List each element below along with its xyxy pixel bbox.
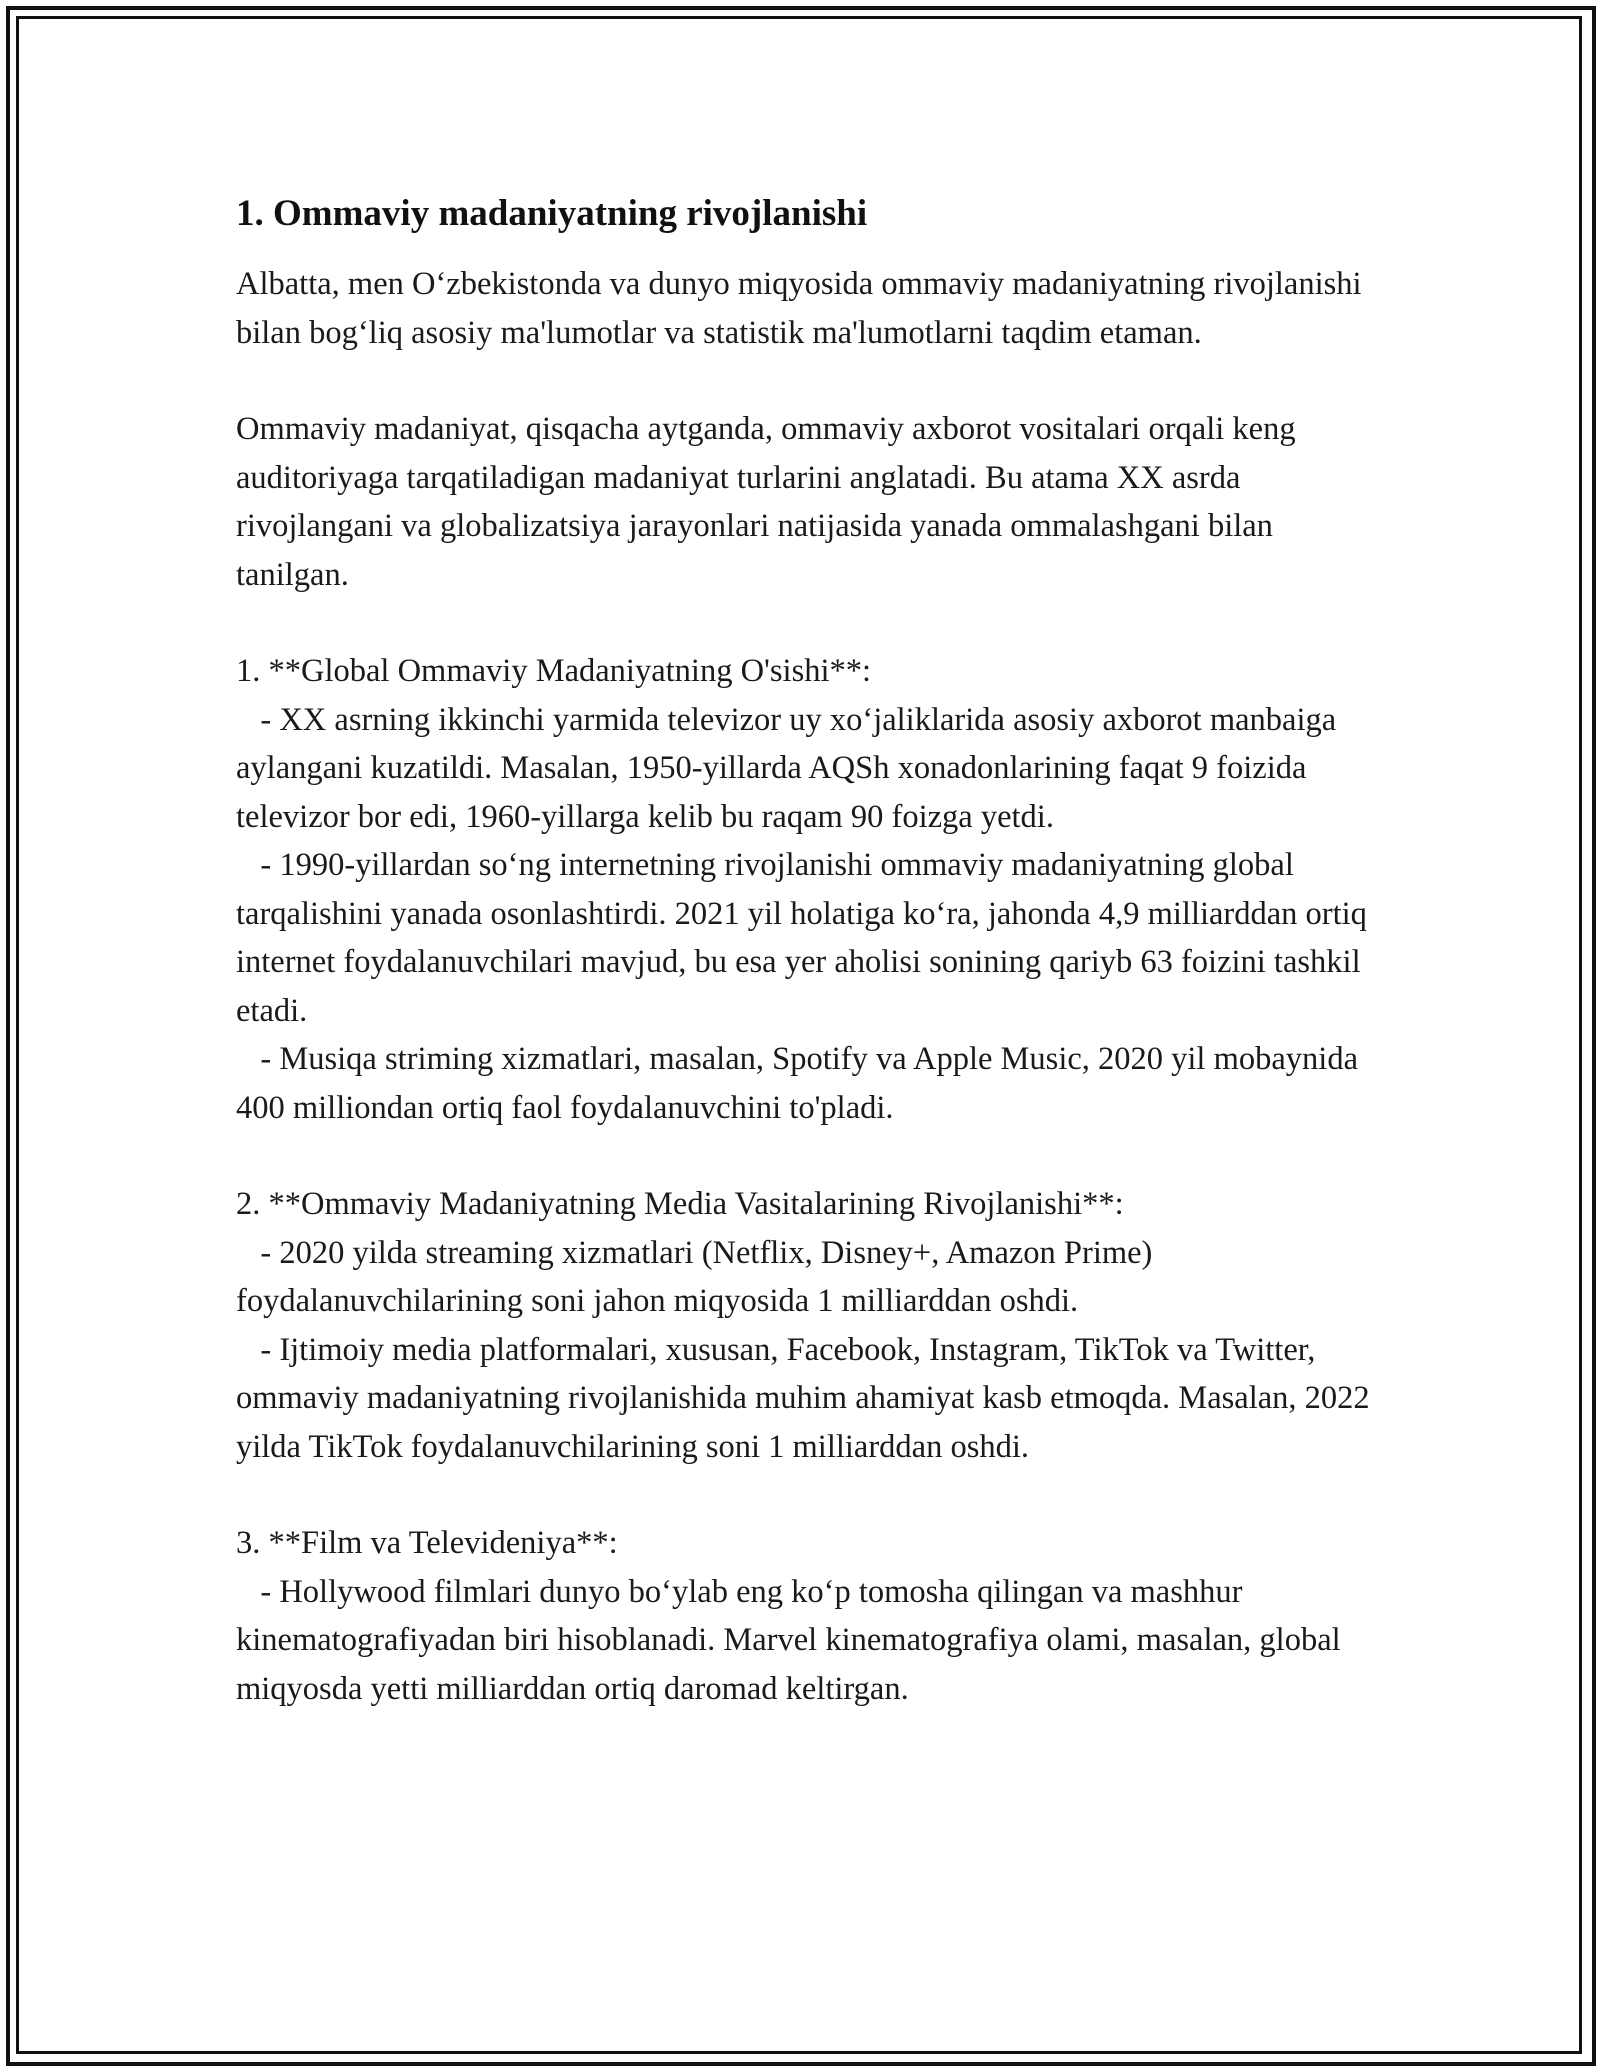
list-item-text: - Ijtimoiy media platformalari, xususan, Facebook, Instagram, TikTok va Twitter, ommaviy madaniyatning rivojlanishida muhim ahamiyat kasb etmoqda. Masalan, 2022 yilda TikTok foydalanuvchilarining soni 1 milliarddan oshdi. [236, 1331, 1370, 1465]
document-body [236, 190, 1386, 1713]
list-item-text: - XX asrning ikkinchi yarmida televizor uy xo‘jaliklarida asosiy axborot manbaiga aylangani kuzatildi. Masalan, 1950-yillarda AQSh xonadonlarining faqat 9 foizida televizor bor edi, 1960-yillarga kelib bu raqam 90 foizga yetdi. [236, 701, 1337, 835]
section-heading: 1. **Global Ommaviy Madaniyatning O'sishi**: [236, 653, 872, 689]
list-item-text: - Musiqa striming xizmatlari, masalan, Spotify va Apple Music, 2020 yil mobaynida 400 milliondan ortiq faol foydalanuvchini to'pladi. [236, 1041, 1358, 1126]
document-title: 1. Ommaviy madaniyatning rivojlanishi [236, 193, 868, 234]
list-item [236, 1568, 1386, 1714]
list-item [236, 841, 1386, 1035]
definition-paragraph: Ommaviy madaniyat, qisqacha aytganda, ommaviy axborot vositalari orqali keng auditoriyaga tarqatiladigan madaniyat turlarini anglatadi. Bu atama XX asrda rivojlangani va globalizatsiya jarayonlari natijasida yanada ommalashgani bilan tanilgan. [236, 411, 1296, 593]
section-global-growth [236, 647, 1386, 1132]
list-item-text: - 2020 yilda streaming xizmatlari (Netflix, Disney+, Amazon Prime) foydalanuvchilarining soni jahon miqyosida 1 milliarddan oshdi. [236, 1234, 1153, 1319]
list-item-text: - Hollywood filmlari dunyo bo‘ylab eng ko‘p tomosha qilingan va mashhur kinematografiyadan biri hisoblanadi. Marvel kinematografiya olami, masalan, global miqyosda yetti milliarddan ortiq daromad keltirgan. [236, 1573, 1341, 1707]
list-item [236, 1326, 1386, 1472]
list-item-text: - 1990-yillardan so‘ng internetning rivojlanishi ommaviy madaniyatning global tarqalishini yanada osonlashtirdi. 2021 yil holatiga ko‘ra, jahonda 4,9 milliarddan ortiq internet foydalanuvchilari mavjud, bu esa yer aholisi sonining qariyb 63 foizini tashkil etadi. [236, 847, 1367, 1029]
list-item [236, 1035, 1386, 1132]
section-media-development [236, 1180, 1386, 1471]
list-item [236, 1229, 1386, 1326]
section-heading: 3. **Film va Televideniya**: [236, 1525, 618, 1561]
section-film-television [236, 1519, 1386, 1713]
section-heading: 2. **Ommaviy Madaniyatning Media Vasitalarining Rivojlanishi**: [236, 1186, 1124, 1222]
intro-paragraph: Albatta, men O‘zbekistonda va dunyo miqyosida ommaviy madaniyatning rivojlanishi bilan bog‘liq asosiy ma'lumotlar va statistik ma'lumotlarni taqdim etaman. [236, 266, 1362, 351]
list-item [236, 696, 1386, 842]
